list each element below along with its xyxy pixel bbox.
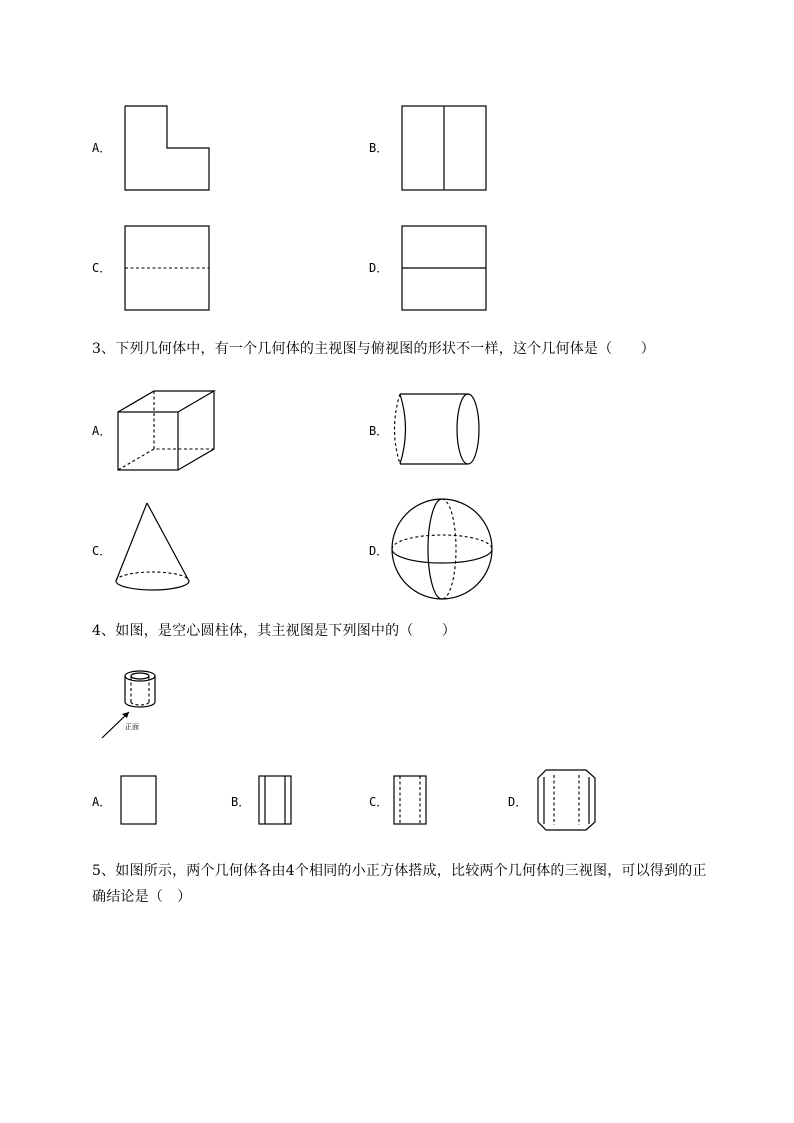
q4-option-d-figure <box>535 769 599 833</box>
q4-stem: 4、如图，是空心圆柱体，其主视图是下列图中的（ ） <box>92 623 457 639</box>
q5-stem-line2: 确结论是（ ） <box>92 889 192 905</box>
q4-option-a-label: A． <box>92 795 112 809</box>
q3-cylinder-figure <box>391 393 483 465</box>
q2-option-a-label: A． <box>92 141 112 155</box>
q3-option-a-label: A． <box>92 424 112 438</box>
q4-option-c-figure <box>392 775 430 827</box>
q4-option-b-figure <box>257 775 295 827</box>
q3-stem: 3、下列几何体中，有一个几何体的主视图与俯视图的形状不一样，这个几何体是（ ） <box>92 341 655 357</box>
q2-option-c-label: C． <box>92 261 112 275</box>
q2-option-c-figure <box>124 225 212 313</box>
q3-sphere-figure <box>391 498 495 602</box>
q2-option-d-label: D． <box>369 261 389 275</box>
q4-option-b-label: B． <box>231 795 251 809</box>
q3-cone-figure <box>113 502 195 596</box>
q4-option-d-label: D． <box>508 795 528 809</box>
q5-stem-line1: 5、如图所示，两个几何体各由4个相同的小正方体搭成，比较两个几何体的三视图，可以得到的正 <box>92 863 707 879</box>
q3-option-b-label: B． <box>369 424 389 438</box>
q2-option-d-figure <box>401 225 489 313</box>
q4-option-c-label: C． <box>369 795 389 809</box>
q2-option-b-label: B． <box>369 141 389 155</box>
q3-option-c-label: C． <box>92 544 112 558</box>
q3-cube-figure <box>116 390 218 474</box>
q4-front-view-label: 正面 <box>125 723 139 731</box>
q3-option-d-label: D． <box>369 544 389 558</box>
q2-option-b-figure <box>401 105 489 193</box>
q4-option-a-figure <box>119 775 159 827</box>
q2-option-a-figure <box>124 105 212 193</box>
